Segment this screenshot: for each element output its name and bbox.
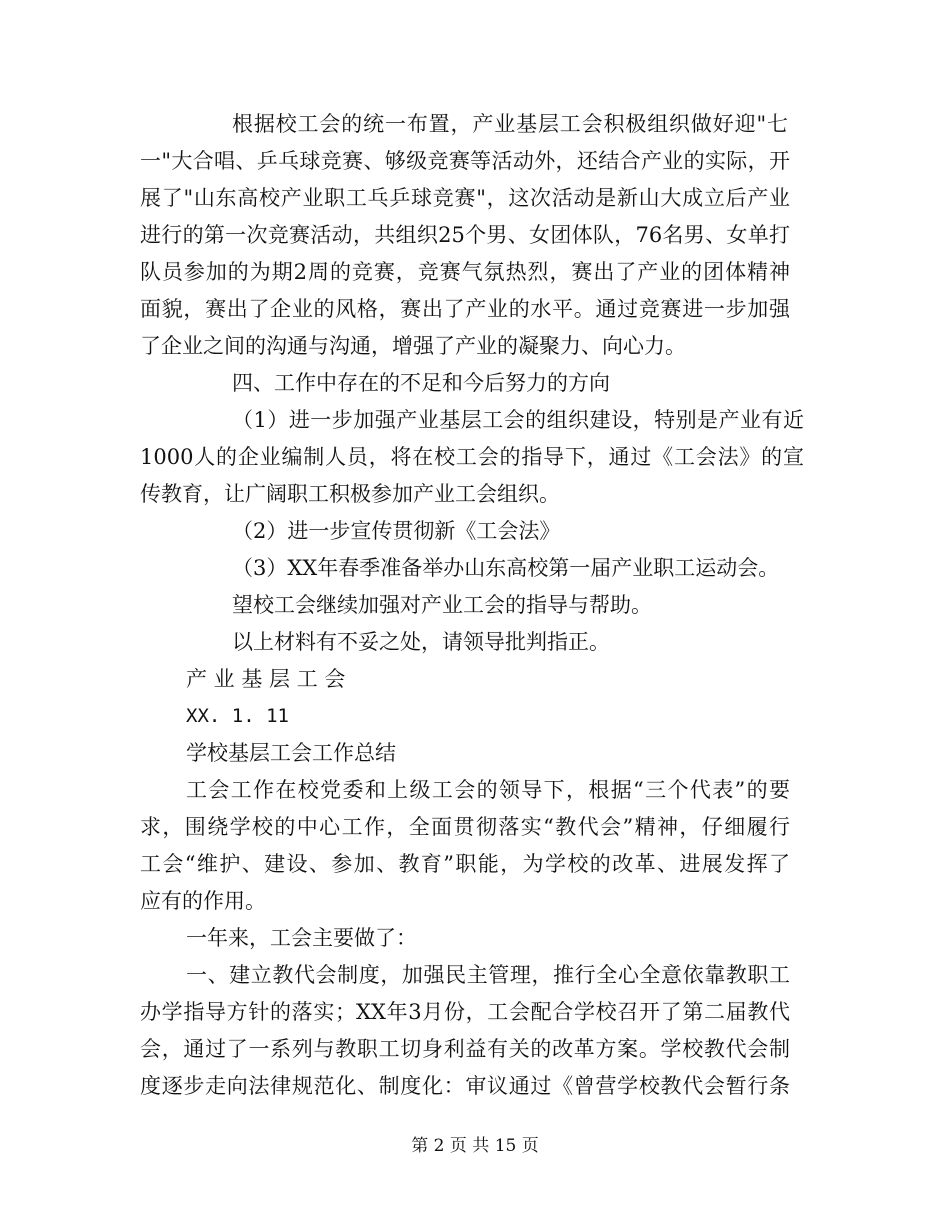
paragraph2-line-2: 求，围绕学校的中心工作，全面贯彻落实“教代会”精神，仔细履行 bbox=[140, 815, 790, 839]
closing-line-1: 望校工会继续加强对产业工会的指导与帮助。 bbox=[232, 593, 652, 617]
paragraph4-line-4: 度逐步走向法律规范化、制度化：审议通过《曾营学校教代会暂行条 bbox=[140, 1074, 790, 1098]
list-item-1-line-1: （1）进一步加强产业基层工会的组织建设，特别是产业有近 bbox=[232, 408, 804, 432]
list-item-1-line-3: 传教育，让广阔职工积极参加产业工会组织。 bbox=[140, 482, 560, 506]
paragraph-line-2: 一"大合唱、乒乓球竞赛、够级竞赛等活动外，还结合产业的实际，开 bbox=[140, 149, 790, 173]
closing-line-2: 以上材料有不妥之处，请领导批判指正。 bbox=[232, 630, 610, 654]
paragraph4-line-3: 会，通过了一系列与教职工切身利益有关的改革方案。学校教代会制 bbox=[140, 1037, 790, 1061]
document-title: 学校基层工会工作总结 bbox=[186, 741, 396, 765]
page-footer: 第 2 页 共 15 页 bbox=[411, 1136, 539, 1156]
paragraph2-line-1: 工会工作在校党委和上级工会的领导下，根据“三个代表”的要 bbox=[186, 778, 790, 802]
paragraph4-line-1: 一、建立教代会制度，加强民主管理，推行全心全意依靠教职工 bbox=[186, 963, 790, 987]
paragraph2-line-3: 工会“维护、建设、参加、教育”职能，为学校的改革、进展发挥了 bbox=[140, 852, 790, 876]
section-heading-4: 四、工作中存在的不足和今后努力的方向 bbox=[232, 371, 610, 395]
list-item-3: （3）XX年春季准备举办山东高校第一届产业职工运动会。 bbox=[232, 556, 780, 580]
list-item-2: （2）进一步宣传贯彻新《工会法》 bbox=[232, 519, 561, 543]
signature-org: 产 业 基 层 工 会 bbox=[186, 667, 346, 691]
paragraph3-line-1: 一年来，工会主要做了： bbox=[186, 926, 417, 950]
paragraph-line-4: 进行的第一次竞赛活动，共组织25个男、女团体队，76名男、女单打 bbox=[140, 223, 790, 247]
paragraph-line-7: 了企业之间的沟通与沟通，增强了产业的凝聚力、向心力。 bbox=[140, 334, 686, 358]
paragraph-line-5: 队员参加的为期2周的竞赛，竞赛气氛热烈，赛出了产业的团体精神 bbox=[140, 260, 790, 284]
paragraph4-line-2: 办学指导方针的落实；XX年3月份，工会配合学校召开了第二届教代 bbox=[140, 1000, 790, 1024]
list-item-1-line-2: 1000人的企业编制人员，将在校工会的指导下，通过《工会法》的宣 bbox=[140, 445, 804, 469]
paragraph-line-3: 展了"山东高校产业职工乓乒球竞赛"，这次活动是新山大成立后产业 bbox=[140, 186, 790, 210]
paragraph-line-1: 根据校工会的统一布置，产业基层工会积极组织做好迎"七 bbox=[232, 112, 788, 136]
paragraph-line-6: 面貌，赛出了企业的风格，赛出了产业的水平。通过竞赛进一步加强 bbox=[140, 297, 790, 321]
signature-date: XX. 1. 11 bbox=[186, 705, 289, 727]
paragraph2-line-4: 应有的作用。 bbox=[140, 889, 266, 913]
